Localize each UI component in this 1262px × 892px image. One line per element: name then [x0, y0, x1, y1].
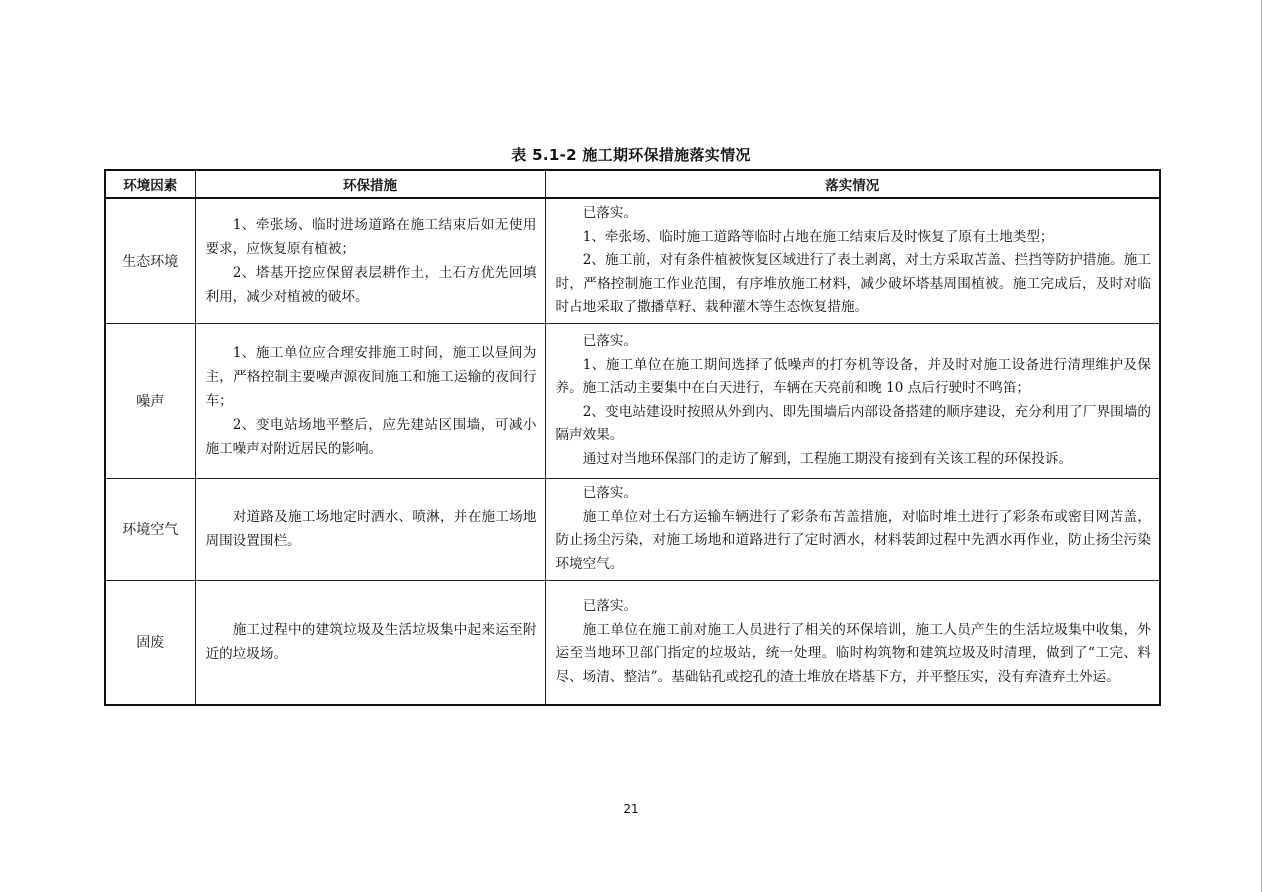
status-paragraph: 施工单位对土石方运输车辆进行了彩条布苫盖措施，对临时堆土进行了彩条布或密目网苫盖，防止扬尘污染，对施工场地和道路进行了定时洒水，材料装卸过程中先洒水再作业，防止扬尘污染环境空气。: [555, 508, 1151, 572]
measures-cell: [195, 478, 545, 580]
status-cell: [545, 580, 1160, 705]
header-status: 落实情况: [545, 170, 1160, 198]
status-paragraph: 已落实。: [582, 333, 638, 349]
factor-cell: 生态环境: [105, 198, 195, 323]
measure-paragraph: 1、施工单位应合理安排施工时间，施工以昼间为主，严格控制主要噪声源夜间施工和施工运输的夜间行车；: [205, 344, 537, 409]
status-paragraph: 2、施工前，对有条件植被恢复区域进行了表土剥离，对土方采取苫盖、拦挡等防护措施。施工时，严格控制施工作业范围，有序堆放施工材料，减少破坏塔基周围植被。施工完成后，及时对临时占地采取了撒播草籽、栽种灌木等生态恢复措施。: [555, 252, 1151, 315]
status-paragraph: 已落实。: [582, 205, 638, 221]
table-title: 表 5.1-2 施工期环保措施落实情况: [511, 146, 751, 164]
status-paragraph: 1、牵张场、临时施工道路等临时占地在施工结束后及时恢复了原有土地类型；: [582, 228, 1054, 245]
table-row: [105, 323, 1160, 478]
measure-paragraph: 对道路及施工场地定时洒水、喷淋，并在施工场地周围设置围栏。: [205, 509, 537, 549]
status-cell: [545, 323, 1160, 478]
measure-paragraph: 2、塔基开挖应保留表层耕作土，土石方优先回填利用，减少对植被的破坏。: [205, 264, 537, 305]
factor-cell: 噪声: [105, 323, 195, 478]
table-row: [105, 478, 1160, 580]
measure-paragraph: 1、牵张场、临时进场道路在施工结束后如无使用要求，应恢复原有植被；: [205, 216, 537, 257]
status-cell: [545, 198, 1160, 323]
measures-cell: [195, 580, 545, 705]
measure-paragraph: 2、变电站场地平整后，应先建站区围墙，可减小施工噪声对附近居民的影响。: [205, 416, 537, 457]
status-paragraph: 2、变电站建设时按照从外到内、即先围墙后内部设备搭建的顺序建设，充分利用了厂界围墙的隔声效果。: [555, 403, 1151, 443]
measure-paragraph: 施工过程中的建筑垃圾及生活垃圾集中起来运至附近的垃圾场。: [205, 622, 537, 663]
measures-cell: [195, 323, 545, 478]
page-number: 21: [623, 802, 639, 816]
header-factor: 环境因素: [105, 170, 195, 198]
status-paragraph: 施工单位在施工前对施工人员进行了相关的环保培训，施工人员产生的生活垃圾集中收集，外运至当地环卫部门指定的垃圾站，统一处理。临时构筑物和建筑垃圾及时清理，做到了“工完、料尽、场清、整洁”。基础钻孔或挖孔的渣土堆放在塔基下方，并平整压实，没有弃渣弃土外运。: [555, 621, 1151, 685]
factor-cell: 环境空气: [105, 478, 195, 580]
table-header-row: [105, 170, 1160, 198]
measures-cell: [195, 198, 545, 323]
table-row: [105, 580, 1160, 705]
environmental-measures-table: [104, 169, 1161, 706]
status-paragraph: 已落实。: [582, 485, 638, 501]
status-paragraph: 通过对当地环保部门的走访了解到，工程施工期没有接到有关该工程的环保投诉。: [582, 450, 1073, 467]
header-measures: 环保措施: [195, 170, 545, 198]
factor-cell: 固废: [105, 580, 195, 705]
status-paragraph: 1、施工单位在施工期间选择了低噪声的打夯机等设备，并及时对施工设备进行清理维护及保养。施工活动主要集中在白天进行，车辆在天亮前和晚 10 点后行驶时不鸣笛；: [555, 356, 1151, 396]
table-row: [105, 198, 1160, 323]
status-cell: [545, 478, 1160, 580]
status-paragraph: 已落实。: [582, 598, 638, 615]
